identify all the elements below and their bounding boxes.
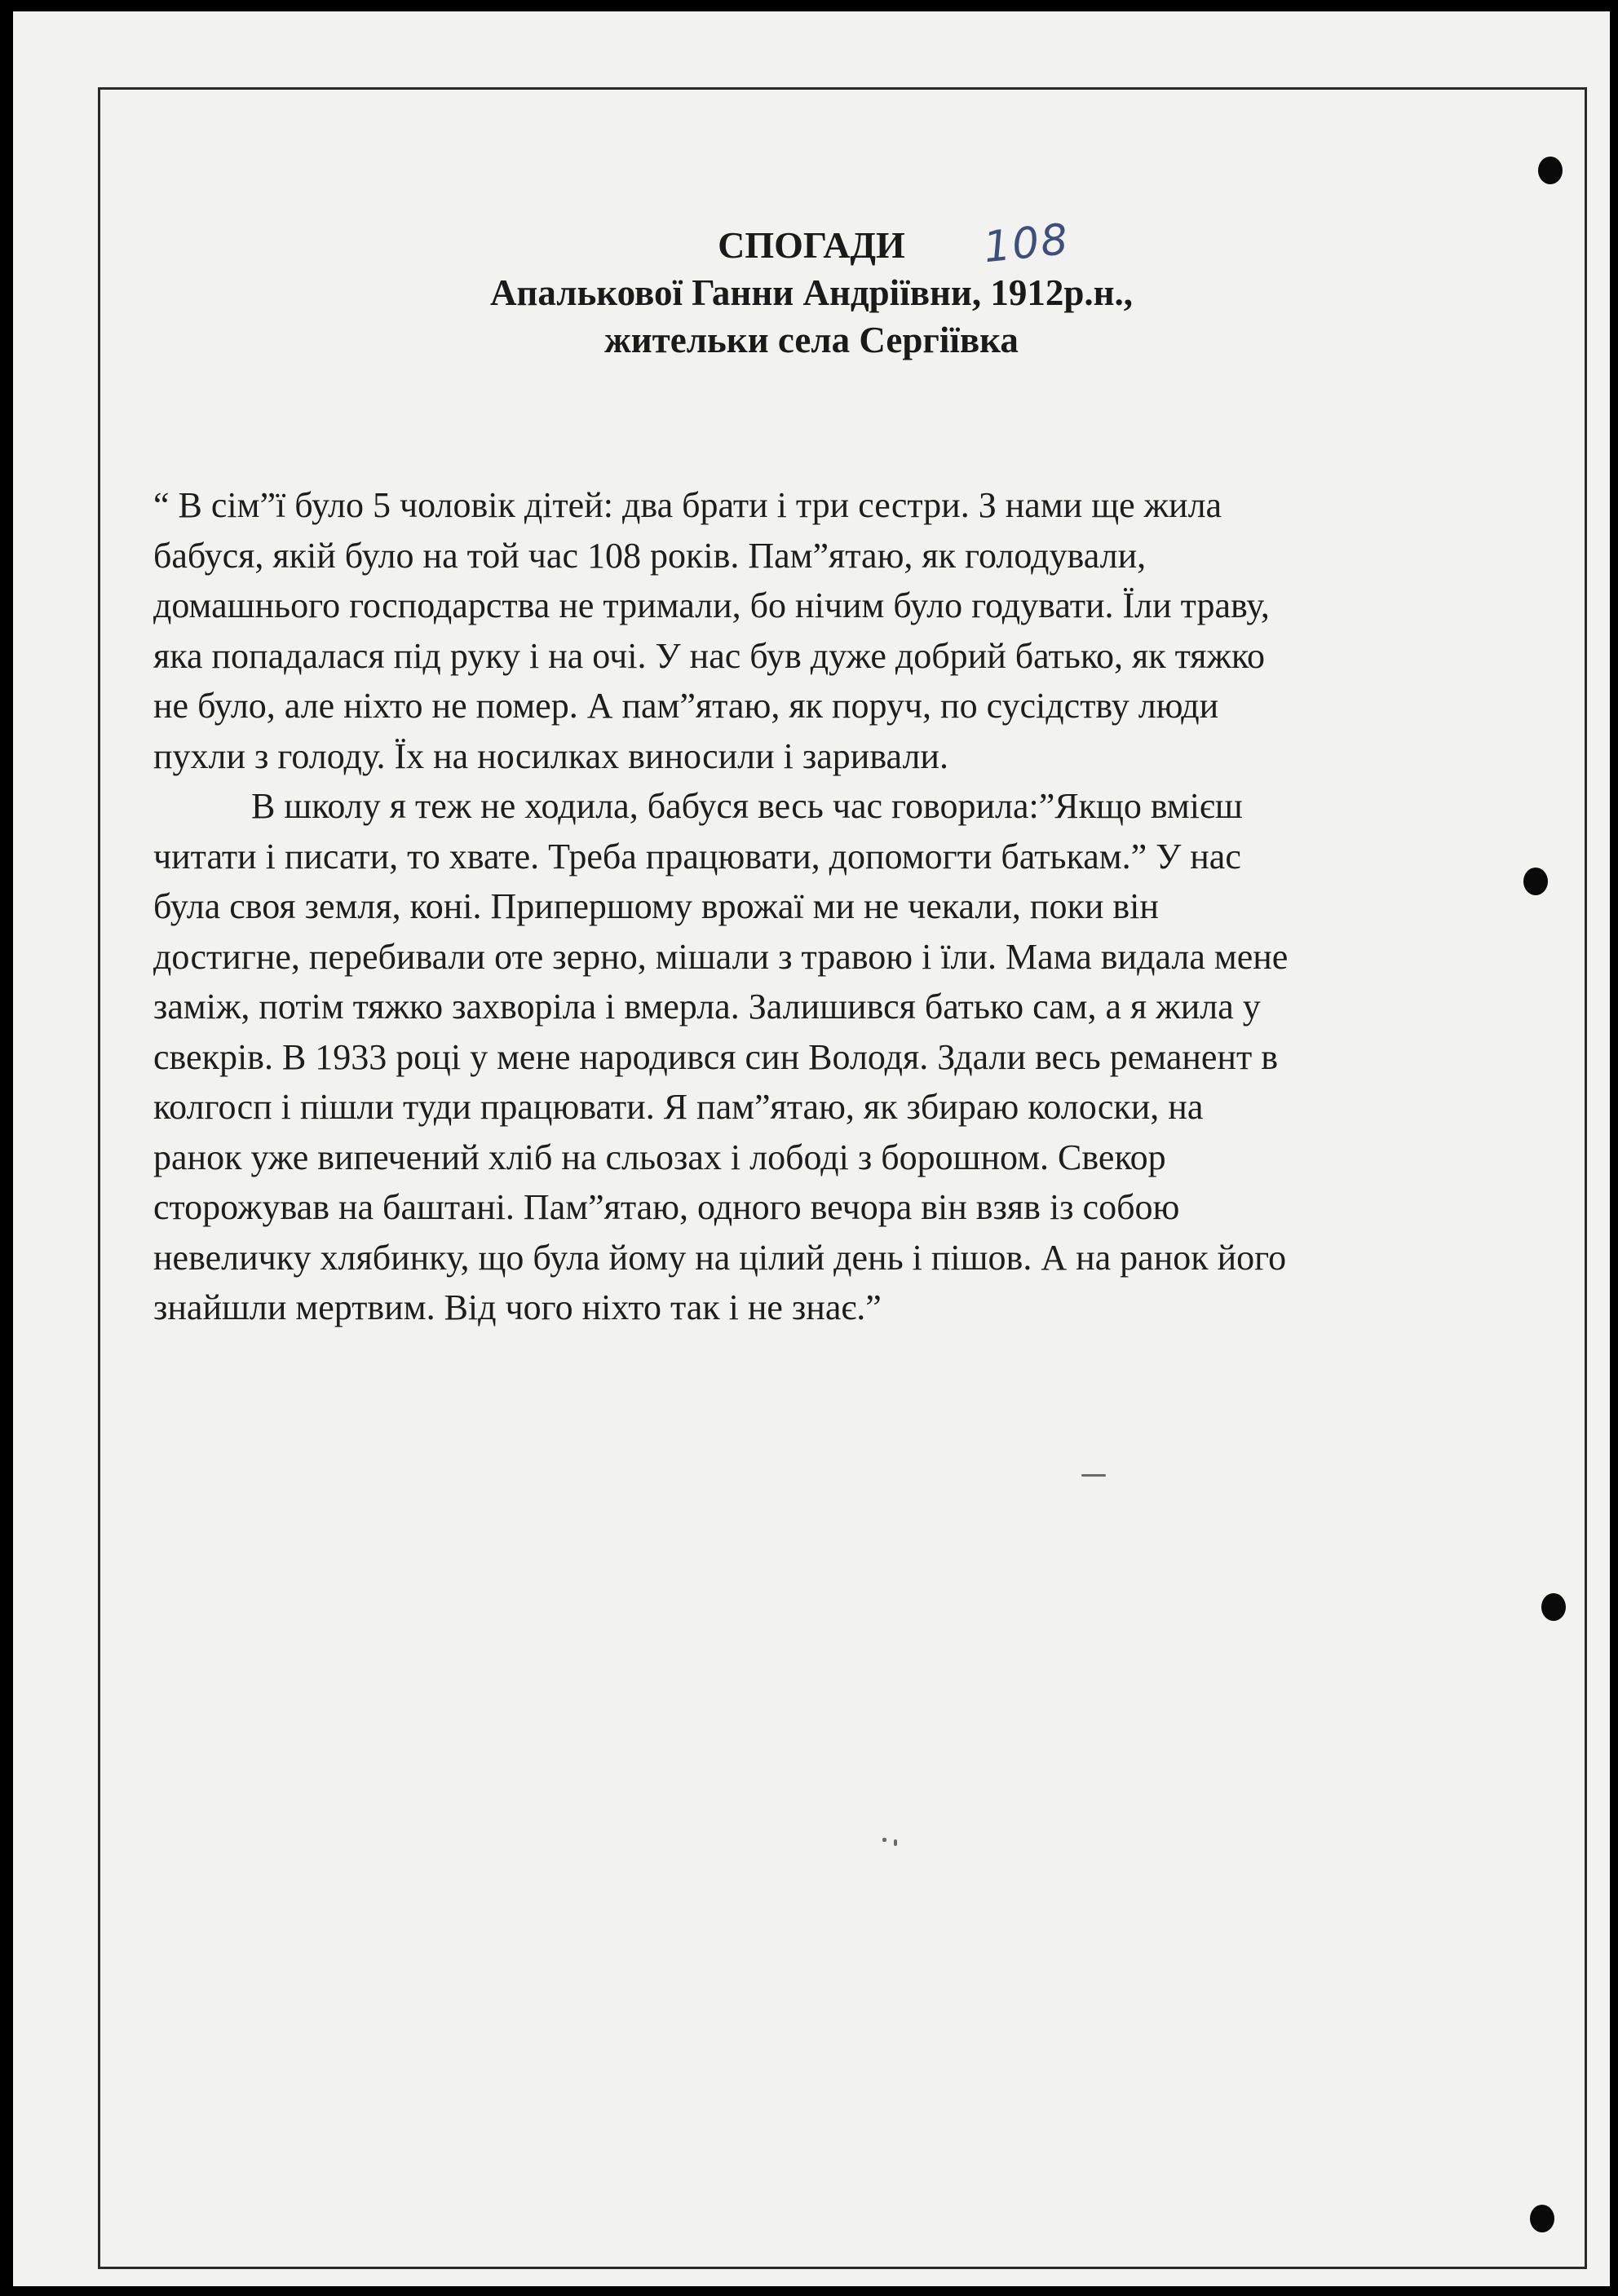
text-line: невеличку хлябинку, що була йому на цілий день і пішов. А на ранок його [153, 1237, 1287, 1278]
text-line: не було, але ніхто не помер. А пам”ятаю, як поруч, по сусідству люди [153, 686, 1219, 726]
scan-speck [894, 1839, 897, 1846]
text-line: знайшли мертвим. Від чого ніхто так і не знає.” [153, 1287, 882, 1327]
memoir-text [153, 480, 1540, 1333]
title-block [13, 214, 1610, 364]
document-title: СПОГАДИ [718, 224, 905, 266]
text-line: свекрів. В 1933 році у мене народився син Володя. Здали весь реманент в [153, 1036, 1278, 1077]
text-line: заміж, потім тяжко захворіла і вмерла. Залишився батько сам, а я жила у [153, 987, 1261, 1027]
punch-hole [1523, 868, 1548, 895]
subtitle-line-1: Апалькової Ганни Андріївни, 1912р.н., [489, 272, 1134, 313]
text-line: колгосп і пішли туди працювати. Я пам”ятаю, як збираю колоски, на [153, 1087, 1204, 1127]
subtitle-line-2: жительки села Сергіївка [604, 320, 1019, 360]
text-line: читати і писати, то хвате. Треба працювати, допомогти батькам.” У нас [153, 836, 1241, 876]
text-line: бабуся, якій було на той час 108 років. Пам”ятаю, як голодували, [153, 535, 1147, 576]
title-line [13, 214, 1610, 273]
text-line: була своя земля, коні. Припершому врожаї ми не чекали, поки він [153, 886, 1159, 926]
text-line: достигне, перебивали оте зерно, мішали з травою і їли. Мама видала мене [153, 936, 1289, 977]
text-line: В школу я теж не ходила, бабуся весь час говорила:”Якщо вмієш [251, 786, 1243, 826]
text-line: сторожував на баштані. Пам”ятаю, одного вечора він взяв із собою [153, 1187, 1180, 1227]
scan-speck [1081, 1474, 1106, 1477]
text-line: яка попадалася під руку і на очі. У нас був дуже добрий батько, як тяжко [153, 635, 1266, 676]
punch-hole [1541, 1593, 1566, 1621]
punch-hole [1538, 157, 1563, 184]
text-line: пухли з голоду. Їх на носилках виносили і заривали. [153, 735, 948, 776]
text-line: ранок уже випечений хліб на сльозах і лободі з борошном. Свекор [153, 1137, 1166, 1177]
handwritten-number: 108 [981, 214, 1072, 273]
text-line: домашнього господарства не тримали, бо нічим було годувати. Їли траву, [153, 585, 1270, 625]
document-page [13, 11, 1610, 2286]
text-line: “ В сім”ї було 5 чоловік дітей: два брати і три сестри. З нами ще жила [153, 485, 1222, 525]
punch-hole [1530, 2205, 1554, 2232]
scan-speck [882, 1838, 886, 1842]
